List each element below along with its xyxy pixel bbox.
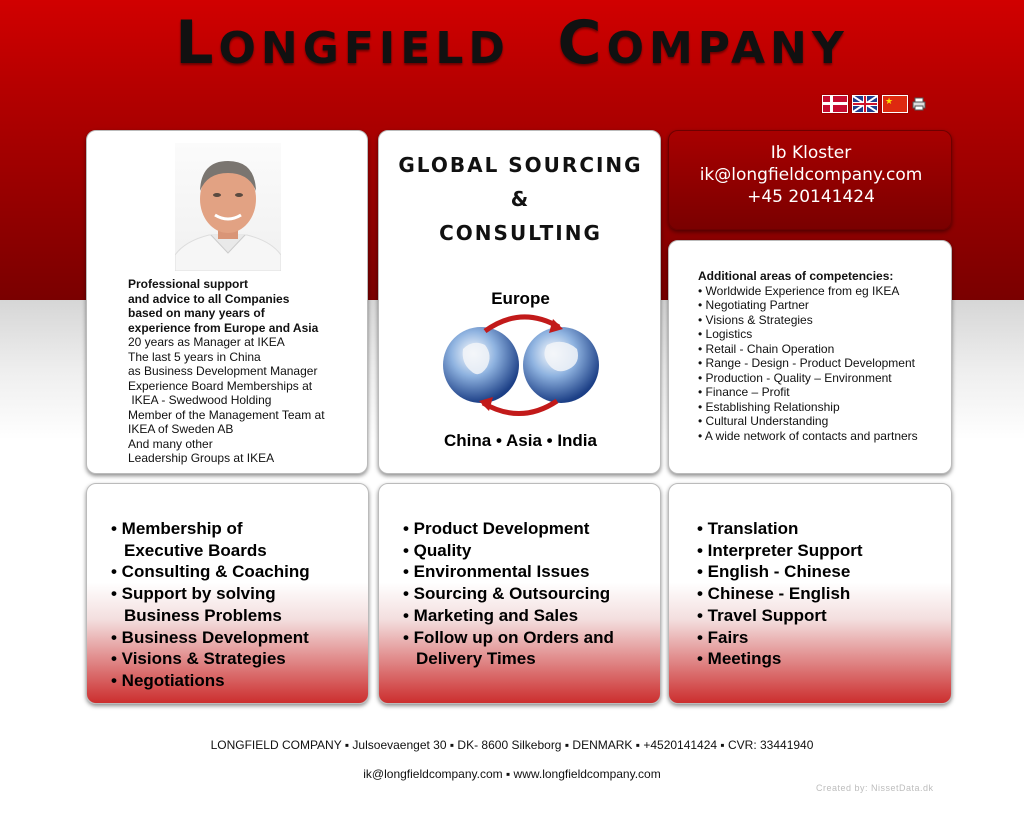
service-item: • Membership of xyxy=(111,519,243,538)
global-sourcing-panel xyxy=(378,130,661,474)
profile-line: Member of the Management Team at xyxy=(128,407,325,422)
profile-line: The last 5 years in China xyxy=(128,349,261,364)
profile-intro-line: experience from Europe and Asia xyxy=(128,320,319,335)
service-item: • Fairs xyxy=(697,627,749,647)
footer-email-link[interactable]: ik@longfieldcompany.com xyxy=(363,767,503,781)
site-title: LONGFIELD COMPANY xyxy=(175,8,849,78)
service-item: • Support by solving xyxy=(111,584,276,604)
service-item: • Follow up on Orders and xyxy=(403,627,614,647)
contact-phone: +45 20141424 xyxy=(747,187,875,207)
service-item: • Translation xyxy=(697,519,799,538)
competency-item: • Logistics xyxy=(698,327,753,341)
service-item: • Interpreter Support xyxy=(697,540,863,560)
services-panel-translation xyxy=(668,483,952,704)
printer-icon[interactable] xyxy=(912,97,926,111)
competency-item: • Production - Quality – Environment xyxy=(698,370,892,385)
footer-links xyxy=(0,767,1024,781)
profile-line: And many other xyxy=(128,436,213,451)
contact-panel xyxy=(668,130,952,230)
profile-intro-line: Professional support xyxy=(128,277,249,291)
competency-item: • Retail - Chain Operation xyxy=(698,341,835,356)
region-europe: Europe xyxy=(491,289,550,308)
competency-item: • A wide network of contacts and partners xyxy=(698,428,918,443)
service-item: • Visions & Strategies xyxy=(111,649,286,669)
profile-intro-line: based on many years of xyxy=(128,306,265,320)
profile-line: Leadership Groups at IKEA xyxy=(128,451,275,465)
global-title-line2: & xyxy=(510,187,531,211)
service-item: • Environmental Issues xyxy=(403,562,590,582)
service-item: Delivery Times xyxy=(416,649,536,669)
service-item: • Negotiations xyxy=(111,670,225,690)
service-item: • Travel Support xyxy=(697,605,827,625)
profile-line: Experience Board Memberships at xyxy=(128,378,313,393)
competency-item: • Cultural Understanding xyxy=(698,414,829,428)
contact-email[interactable]: ik@longfieldcompany.com xyxy=(699,165,923,185)
service-item: • Sourcing & Outsourcing xyxy=(403,584,611,604)
services-list-sourcing xyxy=(403,518,653,670)
profile-panel xyxy=(86,130,368,474)
credit-link[interactable]: Created by: NissetData.dk xyxy=(816,783,934,793)
profile-line: 20 years as Manager at IKEA xyxy=(128,335,285,349)
competency-item: • Negotiating Partner xyxy=(698,298,809,312)
competency-item: • Finance – Profit xyxy=(698,385,790,399)
region-asia: China • Asia • India xyxy=(444,431,597,450)
services-panel-sourcing xyxy=(378,483,661,704)
service-item: • Business Development xyxy=(111,627,309,647)
competency-item: • Establishing Relationship xyxy=(698,399,840,414)
global-title-line3: CONSULTING xyxy=(439,221,602,245)
english-flag-icon[interactable] xyxy=(852,95,878,113)
global-title-line1: GLOBAL SOURCING xyxy=(398,153,643,177)
competencies-panel xyxy=(668,240,952,474)
services-list-consulting xyxy=(111,518,361,692)
contact-name: Ib Kloster xyxy=(770,143,852,163)
service-item: • Marketing and Sales xyxy=(403,605,579,625)
chinese-flag-icon[interactable] xyxy=(882,95,908,113)
service-item: • Meetings xyxy=(697,649,782,669)
profile-line: IKEA of Sweden AB xyxy=(128,422,234,436)
service-item: • Quality xyxy=(403,540,472,560)
service-item: Business Problems xyxy=(124,605,282,625)
profile-intro-line: and advice to all Companies xyxy=(128,291,290,306)
service-item: • Chinese - English xyxy=(697,584,851,604)
services-list-translation xyxy=(697,518,947,670)
danish-flag-icon[interactable] xyxy=(822,95,848,113)
footer-address: LONGFIELD COMPANY ▪ Julsoevaenget 30 ▪ DK- 8600 Silkeborg ▪ DENMARK ▪ +4520141424 ▪ CVR: 33441940 xyxy=(210,738,814,752)
footer-separator: ▪ xyxy=(502,767,514,781)
competency-item: • Worldwide Experience from eg IKEA xyxy=(698,283,900,298)
profile-line: IKEA - Swedwood Holding xyxy=(128,393,272,407)
footer-website-link[interactable]: www.longfieldcompany.com xyxy=(513,767,661,781)
profile-photo xyxy=(175,143,281,271)
profile-description xyxy=(128,277,363,466)
competency-item: • Range - Design - Product Development xyxy=(698,356,915,370)
service-item: • Consulting & Coaching xyxy=(111,562,310,582)
service-item: • English - Chinese xyxy=(697,562,851,582)
service-item: • Product Development xyxy=(403,519,590,538)
profile-line: as Business Development Manager xyxy=(128,364,318,378)
service-item: Executive Boards xyxy=(124,540,267,560)
globes-icon xyxy=(441,309,601,421)
services-panel-consulting xyxy=(86,483,369,704)
competencies-list xyxy=(698,269,948,443)
competency-item: • Visions & Strategies xyxy=(698,312,813,327)
competencies-heading: Additional areas of competencies: xyxy=(698,269,894,283)
